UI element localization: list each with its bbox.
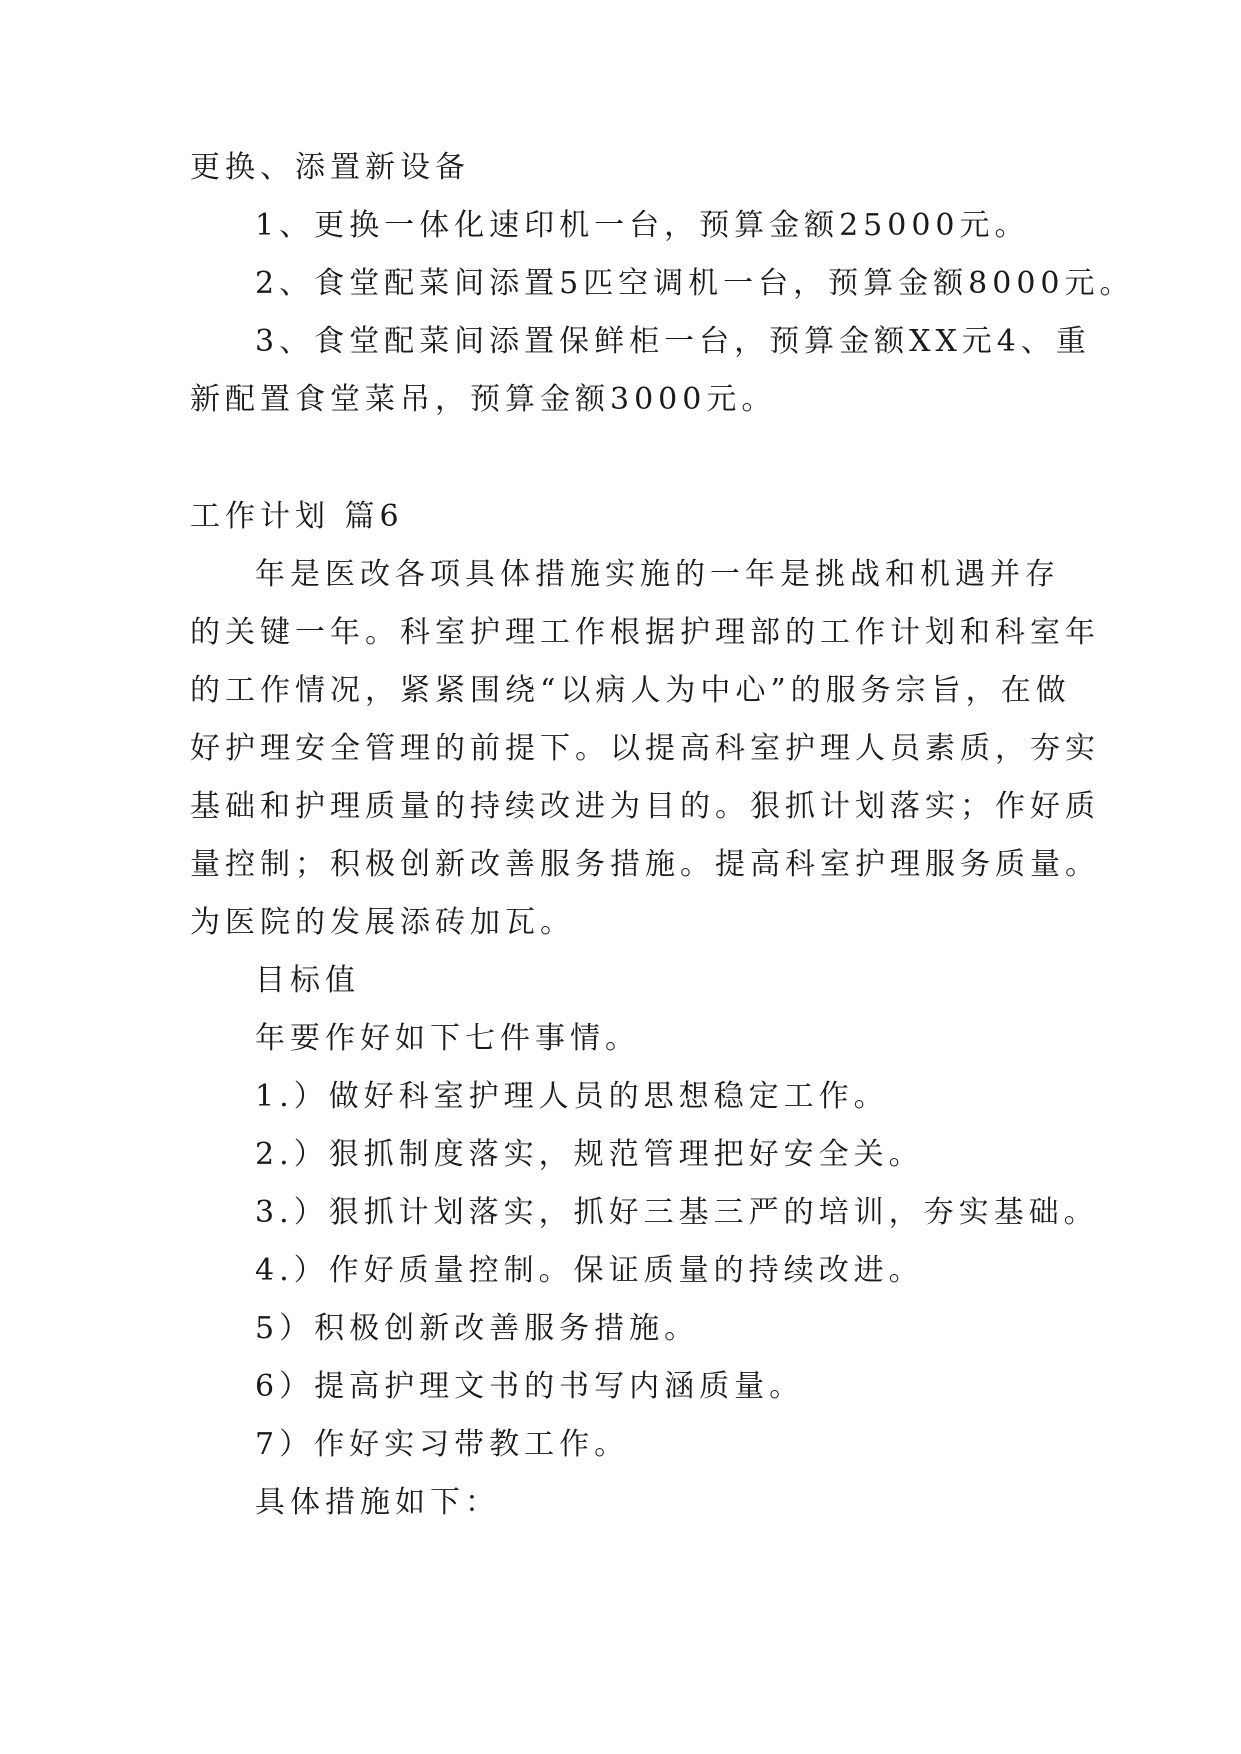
target-intro: 年要作好如下七件事情。	[255, 1021, 640, 1056]
goal-item: 4.）作好质量控制。保证质量的持续改进。	[255, 1253, 924, 1288]
goal-item: 3.）狠抓计划落实，抓好三基三严的培训，夯实基础。	[255, 1195, 1099, 1230]
intro-paragraph-line: 基础和护理质量的持续改进为目的。狠抓计划落实；作好质	[190, 789, 1100, 824]
goal-item: 1.）做好科室护理人员的思想稳定工作。	[255, 1079, 889, 1114]
measures-label: 具体措施如下：	[255, 1485, 500, 1520]
intro-paragraph-line: 年是医改各项具体措施实施的一年是挑战和机遇并存	[255, 557, 1060, 592]
goal-item: 6）提高护理文书的书写内涵质量。	[255, 1369, 805, 1404]
intro-paragraph-line: 的关键一年。科室护理工作根据护理部的工作计划和科室年	[190, 615, 1100, 650]
section-heading-work-plan: 工作计划 篇6	[190, 499, 404, 534]
equipment-item: 1、更换一体化速印机一台，预算金额25000元。	[255, 208, 1030, 243]
intro-paragraph-line: 为医院的发展添砖加瓦。	[190, 905, 575, 940]
goal-item: 7）作好实习带教工作。	[255, 1427, 630, 1462]
goal-item: 5）积极创新改善服务措施。	[255, 1311, 700, 1346]
target-label: 目标值	[255, 963, 360, 998]
section-heading-equipment: 更换、添置新设备	[190, 150, 470, 185]
intro-paragraph-line: 量控制；积极创新改善服务措施。提高科室护理服务质量。	[190, 847, 1100, 882]
intro-paragraph-line: 的工作情况，紧紧围绕“以病人为中心”的服务宗旨，在做	[190, 673, 1071, 708]
equipment-item-continued: 新配置食堂菜吊，预算金额3000元。	[190, 382, 777, 417]
equipment-item: 3、食堂配菜间添置保鲜柜一台，预算金额XX元4、重	[255, 324, 1091, 359]
equipment-item: 2、食堂配菜间添置5匹空调机一台，预算金额8000元。	[255, 266, 1135, 301]
intro-paragraph-line: 好护理安全管理的前提下。以提高科室护理人员素质，夯实	[190, 731, 1100, 766]
goal-item: 2.）狠抓制度落实，规范管理把好安全关。	[255, 1137, 924, 1172]
